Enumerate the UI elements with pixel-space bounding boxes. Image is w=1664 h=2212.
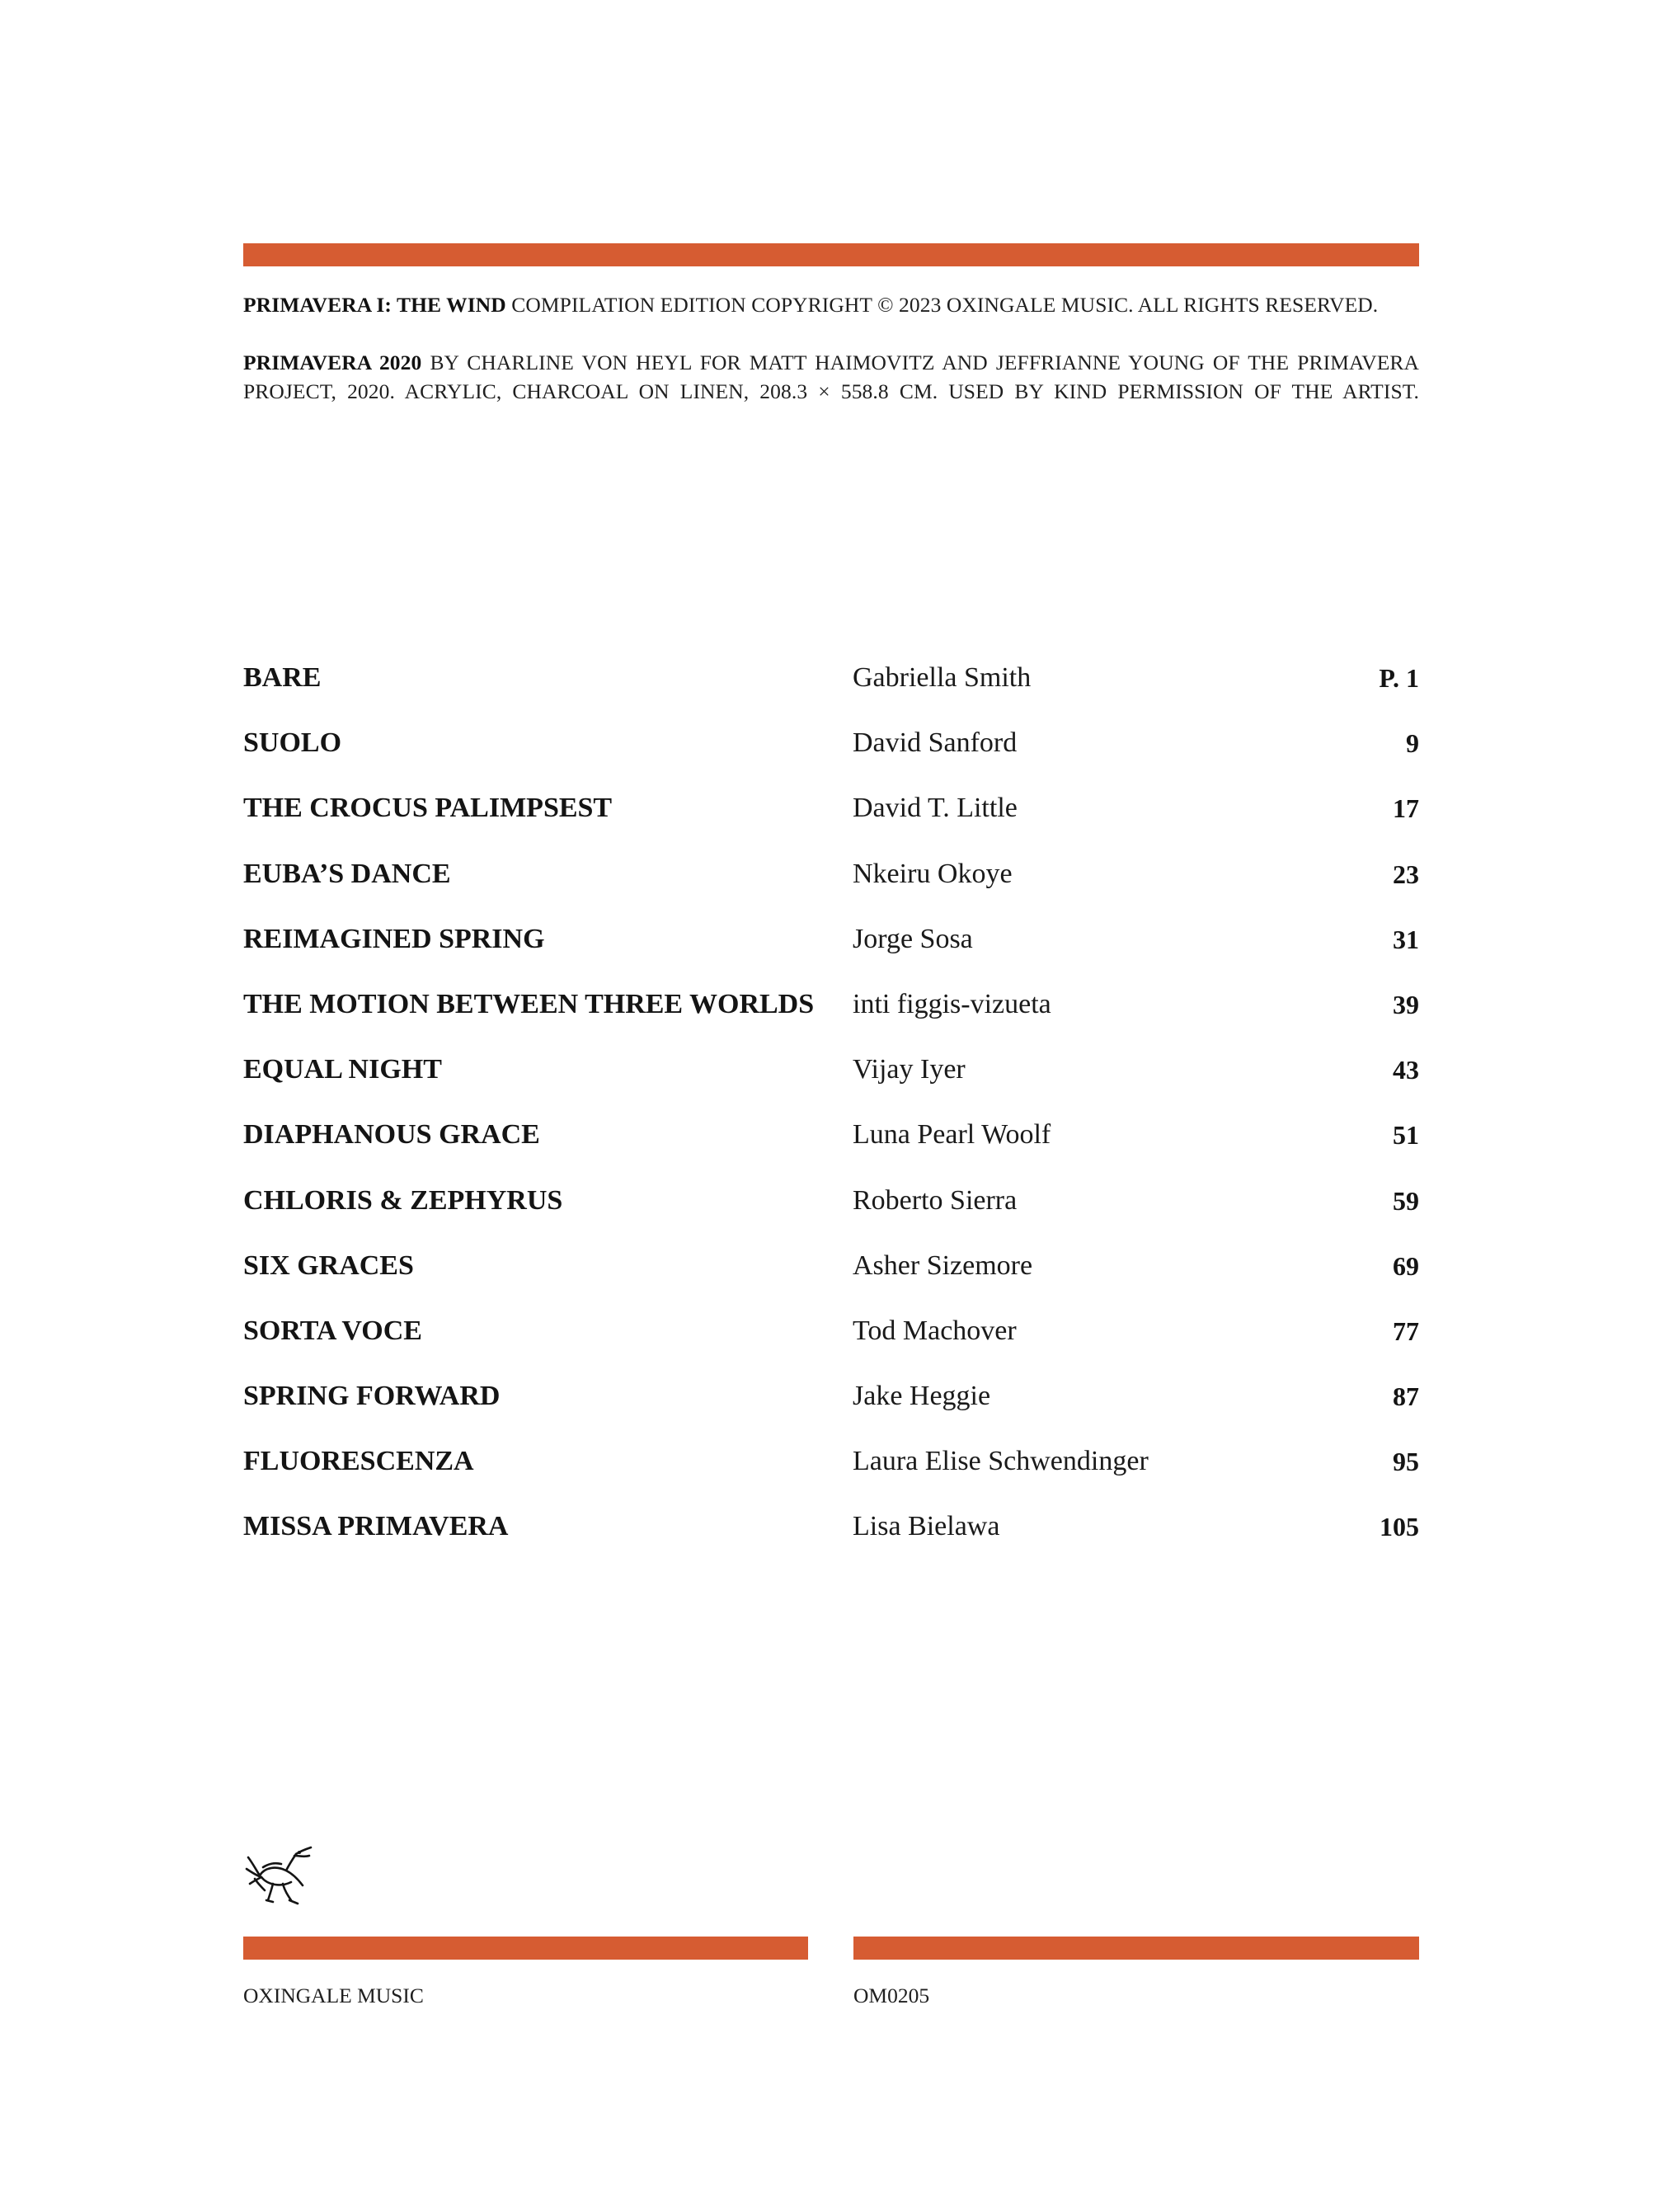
toc-composer: Jake Heggie <box>853 1381 991 1412</box>
toc-row <box>243 661 1419 727</box>
toc-title: REIMAGINED SPRING <box>243 923 545 954</box>
toc-row <box>243 1380 1419 1445</box>
footer-bar-right <box>853 1937 1419 1960</box>
artwork-credit-text: BY CHARLINE VON HEYL FOR MATT HAIMOVITZ AND JEFFRIANNE YOUNG OF THE PRIMAVERA PROJECT, 2020. ACRYLIC, CHARCOAL ON LINEN, 208.3 × 558.8 CM. USED BY KIND PERMISSION OF THE ARTIST. <box>243 351 1420 403</box>
toc-row <box>243 923 1419 988</box>
toc-title: SPRING FORWARD <box>243 1381 501 1412</box>
toc-composer: Vijay Iyer <box>853 1054 966 1085</box>
toc-page-number: P. 1 <box>1379 663 1419 693</box>
toc-row <box>243 727 1419 792</box>
toc-page-number: 39 <box>1393 989 1419 1019</box>
toc-row <box>243 1445 1419 1510</box>
top-divider-bar <box>243 243 1419 266</box>
toc-title: THE CROCUS PALIMPSEST <box>243 793 613 824</box>
toc-page-number: 51 <box>1393 1120 1419 1151</box>
publisher-name: OXINGALE MUSIC <box>243 1984 424 2007</box>
toc-title: MISSA PRIMAVERA <box>243 1511 509 1542</box>
toc-composer: Tod Machover <box>853 1315 1017 1346</box>
toc-page-number: 31 <box>1393 924 1419 954</box>
footer-bar-left <box>243 1937 808 1960</box>
toc-title: DIAPHANOUS GRACE <box>243 1119 540 1151</box>
toc-page-number: 87 <box>1393 1381 1419 1412</box>
toc-page-number: 9 <box>1406 728 1419 759</box>
toc-row <box>243 1315 1419 1380</box>
catalog-number: OM0205 <box>853 1984 930 2007</box>
toc-composer: Nkeiru Okoye <box>853 858 1013 889</box>
toc-title: SUOLO <box>243 727 342 759</box>
toc-title: FLUORESCENZA <box>243 1446 474 1477</box>
toc-title: CHLORIS & ZEPHYRUS <box>243 1184 563 1216</box>
toc-title: THE MOTION BETWEEN THREE WORLDS <box>243 988 815 1019</box>
toc-row <box>243 1053 1419 1118</box>
toc-page-number: 23 <box>1393 859 1419 889</box>
toc-page-number: 95 <box>1393 1447 1419 1477</box>
toc-page-number: 17 <box>1393 793 1419 824</box>
table-of-contents <box>243 661 1419 1576</box>
collection-title: PRIMAVERA I: THE WIND <box>243 293 506 317</box>
toc-page-number: 43 <box>1393 1055 1419 1085</box>
compilation-copyright-line <box>243 290 1419 319</box>
toc-row <box>243 858 1419 923</box>
toc-composer: David Sanford <box>853 727 1018 759</box>
toc-composer: David T. Little <box>853 793 1018 824</box>
cover-art-credit <box>243 348 1419 406</box>
toc-page-number: 69 <box>1393 1250 1419 1281</box>
toc-composer: Lisa Bielawa <box>853 1511 1000 1542</box>
toc-composer: inti figgis-vizueta <box>853 988 1051 1019</box>
toc-page-number: 59 <box>1393 1185 1419 1216</box>
toc-title: BARE <box>243 662 322 693</box>
toc-composer: Luna Pearl Woolf <box>853 1119 1051 1151</box>
toc-row <box>243 1250 1419 1315</box>
toc-title: EUBA’S DANCE <box>243 858 451 889</box>
bird-logo-icon <box>243 1843 314 1908</box>
copyright-text: COMPILATION EDITION COPYRIGHT © 2023 OXINGALE MUSIC. ALL RIGHTS RESERVED. <box>505 293 1379 317</box>
artwork-title: PRIMAVERA 2020 <box>243 351 422 374</box>
toc-composer: Laura Elise Schwendinger <box>853 1446 1149 1477</box>
toc-title: SORTA VOCE <box>243 1315 422 1346</box>
toc-composer: Gabriella Smith <box>853 662 1032 693</box>
toc-composer: Asher Sizemore <box>853 1250 1033 1281</box>
toc-row <box>243 988 1419 1053</box>
toc-row <box>243 1510 1419 1575</box>
toc-row <box>243 1118 1419 1184</box>
toc-composer: Roberto Sierra <box>853 1184 1018 1216</box>
toc-page-number: 77 <box>1393 1315 1419 1346</box>
toc-composer: Jorge Sosa <box>853 923 973 954</box>
toc-title: EQUAL NIGHT <box>243 1054 442 1085</box>
toc-row <box>243 792 1419 857</box>
toc-title: SIX GRACES <box>243 1250 414 1281</box>
toc-row <box>243 1184 1419 1250</box>
toc-page-number: 105 <box>1380 1512 1419 1542</box>
